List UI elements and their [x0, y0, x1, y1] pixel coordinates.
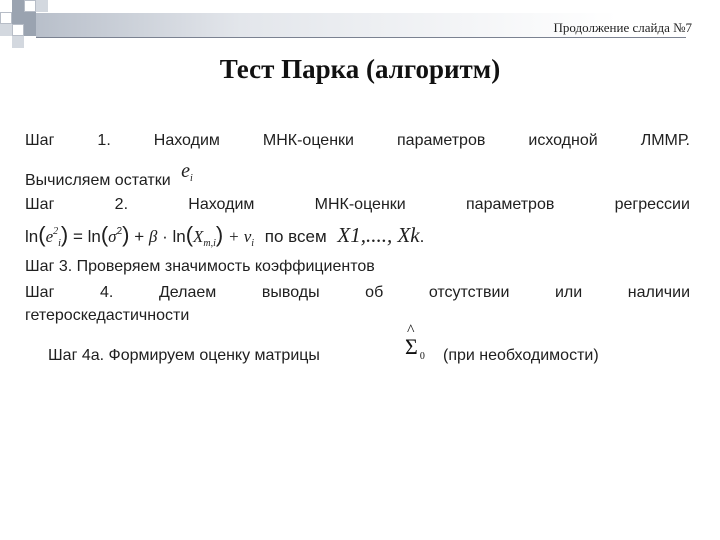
word: или [554, 284, 583, 301]
residual-e: e [181, 160, 190, 182]
word: 4. [100, 284, 114, 301]
plus-sign: + [134, 227, 145, 246]
word: Делаем [158, 284, 217, 301]
word: параметров [397, 132, 486, 149]
e-var: e [45, 227, 54, 246]
ln-1: ln [25, 227, 39, 246]
residuals-text: Вычисляем остатки [25, 172, 171, 189]
header-divider [36, 37, 686, 38]
step-1-line [25, 132, 690, 150]
word: Находим [153, 132, 220, 149]
eq-ln: = ln [72, 227, 101, 246]
slide-title: Тест Парка (алгоритм) [219, 54, 501, 84]
square-ornament [12, 24, 24, 36]
v-var: + v [227, 227, 252, 246]
square-ornament [12, 12, 24, 24]
step-2-line [25, 196, 690, 214]
residual-symbol [181, 160, 193, 182]
word: выводы [261, 284, 320, 301]
sigma-hat-matrix [405, 322, 425, 362]
e-square: 2 [53, 226, 59, 237]
step-3-line: Шаг 3. Проверяем значимость коэффициентов [25, 258, 375, 275]
step-4-line [25, 284, 690, 302]
step-4a-left: Шаг 4а. Формируем оценку матрицы [48, 347, 320, 364]
word: Шаг [25, 196, 55, 213]
square-ornament [24, 12, 36, 24]
word: Шаг [25, 284, 55, 301]
regressor-range: X1,...., Xk [337, 223, 420, 247]
square-ornament [0, 12, 12, 24]
square-ornament [36, 0, 48, 12]
formula-period: . [419, 227, 425, 246]
word: Шаг [25, 132, 55, 149]
beta-var: β [148, 227, 158, 246]
word: об [365, 284, 384, 301]
sigma-square: 2 [116, 226, 123, 237]
step-1-continuation [25, 160, 690, 192]
square-ornament [24, 0, 36, 12]
step-4-continuation: гетероскедастичности [25, 307, 190, 324]
word: регрессии [614, 196, 690, 213]
hat-mark: ^ [407, 322, 415, 339]
sigma-index: 0 [419, 351, 425, 362]
word: МНК-оценки [314, 196, 406, 213]
sigma-var: σ [108, 227, 117, 246]
e-index: i [58, 238, 61, 249]
word: отсутствии [428, 284, 510, 301]
square-ornament [12, 36, 24, 48]
word: 1. [97, 132, 111, 149]
word: ЛММР. [640, 132, 690, 149]
step-4a-right: (при необходимости) [443, 347, 599, 364]
word: 2. [114, 196, 129, 213]
x-index: m,i [203, 238, 216, 249]
for-all-text: по всем [264, 227, 327, 246]
square-ornament [24, 24, 36, 36]
word: МНК-оценки [262, 132, 354, 149]
word: Находим [188, 196, 255, 213]
sigma-symbol: Σ [405, 334, 418, 359]
x-var: X [193, 227, 204, 246]
square-ornament [12, 0, 24, 12]
word: наличии [627, 284, 690, 301]
v-index: i [251, 238, 255, 249]
word: исходной [528, 132, 598, 149]
slide-continuation-label: Продолжение слайда №7 [553, 20, 692, 35]
park-regression-formula: $\ln(e^2_i) = \ln(\sigma^2) + \beta \cdot \ln(X_{m,i}) + v_i$ по всем X1,...., Xk. [25, 222, 425, 249]
word: параметров [466, 196, 555, 213]
square-ornament [0, 24, 12, 36]
residual-index: i [190, 173, 193, 184]
dot-ln: · ln [162, 227, 186, 246]
